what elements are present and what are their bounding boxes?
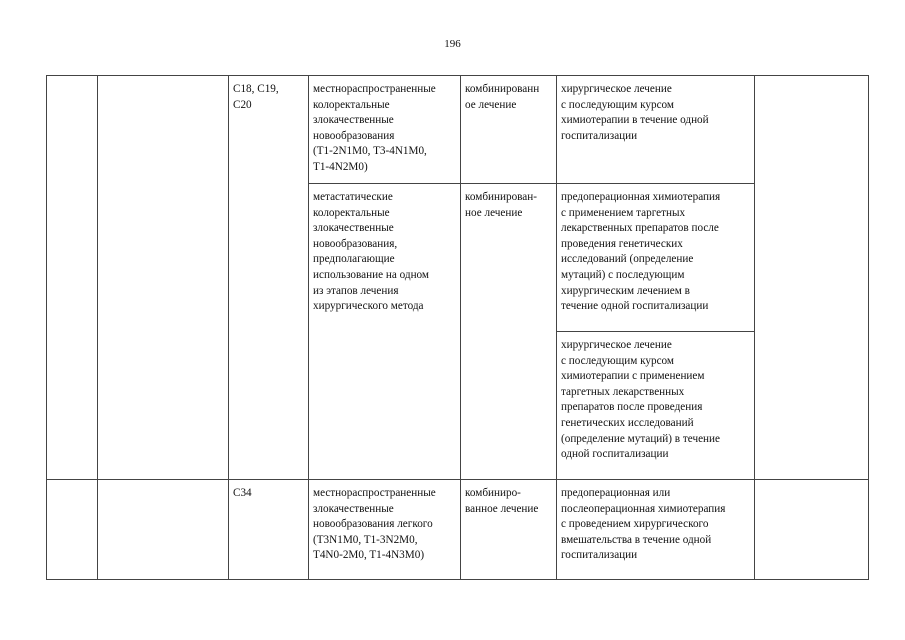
table-row (47, 76, 869, 184)
table-row (47, 480, 869, 580)
empty-cell (98, 480, 229, 580)
patient-model-cell: местнораспространенные колоректальные злокачественные новообразования (T1-2N1M0, T3-4N1M0, T1-4N2M0) (309, 76, 461, 184)
treatment-method-cell: хирургическое лечение с последующим курсом химиотерапии в течение одной госпитализации (557, 76, 755, 184)
treatment-table (46, 75, 869, 580)
icd-code-cell: C34 (229, 480, 309, 580)
treatment-method-cell: хирургическое лечение с последующим курсом химиотерапии с применением таргетных лекарственных препаратов после проведения генетических исследований (определение мутаций) в течение одной госпитализации (557, 332, 755, 480)
patient-model-cell: местнораспространенные злокачественные новообразования легкого (T3N1M0, T1-3N2M0, T4N0-2M0, T1-4N3M0) (309, 480, 461, 580)
empty-cell (755, 76, 869, 480)
treatment-method-cell: предоперационная или послеоперационная химиотерапия с проведением хирургического вмешательства в течение одной госпитализации (557, 480, 755, 580)
empty-cell (47, 76, 98, 480)
patient-model-cell: метастатические колоректальные злокачественные новообразования, предполагающие использование на одном из этапов лечения хирургического метода (309, 184, 461, 480)
treatment-type-cell: комбинирован- ное лечение (461, 184, 557, 480)
empty-cell (98, 76, 229, 480)
empty-cell (755, 480, 869, 580)
treatment-method-cell: предоперационная химиотерапия с применением таргетных лекарственных препаратов после проведения генетических исследований (определение мутаций) с последующим хирургическим лечением в течение одной госпитализации (557, 184, 755, 332)
page-number: 196 (444, 38, 461, 50)
treatment-type-cell: комбинированн ое лечение (461, 76, 557, 184)
treatment-type-cell: комбиниро- ванное лечение (461, 480, 557, 580)
icd-code-cell: C18, C19, C20 (229, 76, 309, 480)
empty-cell (47, 480, 98, 580)
